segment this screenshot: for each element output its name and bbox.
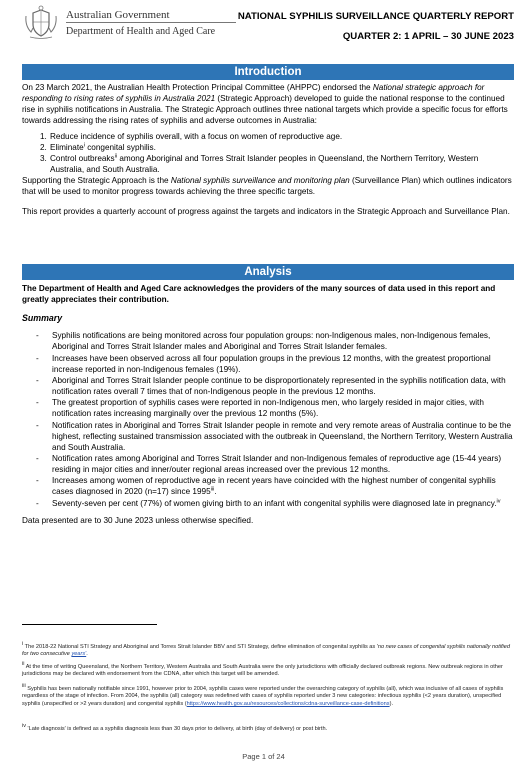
footnote-iii	[22, 683, 517, 708]
summary-bullet	[22, 353, 514, 375]
target-number: 3.	[40, 153, 47, 163]
footnote-i	[22, 641, 517, 659]
intro-paragraph-2	[22, 175, 514, 197]
government-logo	[22, 4, 252, 42]
footnote-tail: ).	[389, 700, 393, 707]
intro-paragraph-3: This report provides a quarterly account of progress against the targets and indicators in the Strategic Approach and Surveillance Plan.	[22, 206, 510, 216]
footnote-mark: ii	[22, 661, 25, 668]
analysis-heading: Analysis	[22, 264, 514, 280]
bullet-text: Aboriginal and Torres Strait Islander people continue to be disproportionately represented in the syphilis notification data, with notification rates overall 7 times that of non-Indigenous people in the previous 12 months.	[52, 375, 506, 397]
intro-paragraph-1	[22, 82, 514, 127]
footnote-ref[interactable]: iv	[496, 497, 501, 504]
bullet-dash: -	[36, 353, 39, 363]
footnote-ref[interactable]: iii	[210, 486, 215, 493]
bullet-dash: -	[36, 420, 39, 430]
target-text-tail: among Aboriginal and Torres Strait Islander peoples in Queensland, the Northern Territory, Western Australia, and South Australia.	[50, 153, 479, 175]
summary-bullet	[22, 420, 514, 453]
targets-list	[22, 131, 514, 176]
logo-divider	[66, 22, 236, 23]
footnote-mark: iii	[22, 683, 26, 690]
bullet-dash: -	[36, 453, 39, 463]
data-note: Data presented are to 30 June 2023 unless otherwise specified.	[22, 515, 254, 525]
footnote-ii	[22, 661, 517, 679]
bullet-text: Notification rates among Aboriginal and Torres Strait Islander and non-Indigenous females of reproductive age (15-44 years) residing in major cities and inner/outer regional areas increased over the previous 12 months.	[52, 453, 502, 475]
footnote-mark: i	[22, 641, 24, 648]
logo-government-name: Australian Government	[66, 9, 170, 21]
bullet-text: Seventy-seven per cent (77%) of women giving birth to an infant with congenital syphilis were diagnosed late in pregnancy.	[52, 498, 497, 508]
bullet-text: Increases among women of reproductive age in recent years have coincided with the highest number of congenital syphilis cases diagnosed in 2020 (n=17) since 1995	[52, 476, 496, 497]
footnote-ref[interactable]: i	[83, 142, 85, 149]
summary-list	[22, 330, 514, 509]
acknowledgement: The Department of Health and Aged Care acknowledges the providers of the many sources of data used in this report and greatly appreciates their contribution.	[22, 284, 496, 305]
summary-bullet	[22, 397, 514, 419]
footnote-text: At the time of writing Queensland, the Northern Territory, Western Australia and South Australia were the only jurisdictions with officially declared outbreak regions. New outbreak regions in other jurisdictions may be declared with endorsement from the CDNA, after which this target will be amended.	[22, 664, 503, 678]
strategic-approach-title: National strategic approach for responding to rising rates of syphilis in Australia 2021	[22, 83, 485, 104]
target-text: Reduce incidence of syphilis overall, with a focus on women of reproductive age.	[50, 131, 343, 141]
footnote-text: Syphilis has been nationally notifiable since 1991, however prior to 2004, syphilis cases were reported under the overarching category of syphilis (all), which was inclusive of all cases of syphilis regardless of the stage of infection. From 2004, the syphilis (all) category was redefined with cases of syphilis reported under 3 new categories: infectious syphilis (<2 years duration), unspecified syphilis (unspecified or >2 years duration) and congenital syphilis (	[22, 686, 504, 707]
bullet-text: The greatest proportion of syphilis cases were reported in non-Indigenous men, who largely resided in major cities, with notification rates increasing marginally over the previous 12 months (5%).	[52, 398, 484, 419]
bullet-dash: -	[36, 398, 39, 408]
footnote-link[interactable]: years'	[71, 651, 87, 658]
intro-p1-text-b: (Strategic Approach) developed to guide the national response to the continued rise in syphilis notifications in Australia. The Strategic Approach outlines three national targets which provide a specific focus for efforts towards addressing the rising rates of syphilis and adverse outcomes in Australia:	[22, 94, 508, 126]
page-number: Page 1 of 24	[242, 752, 285, 761]
summary-bullet	[22, 475, 514, 497]
target-text: Control outbreaks	[50, 153, 115, 163]
summary-heading: Summary	[22, 313, 63, 324]
bullet-tail: .	[214, 487, 217, 497]
bullet-text: Notification rates in Aboriginal and Torres Strait Islander people in remote and very remote areas of Australia continue to be the highest, reflecting sustained transmission associated with the outbreak in Queensland, the Northern Territory, Western Australia and South Australia.	[52, 420, 513, 452]
target-item	[22, 142, 514, 153]
footnote-divider	[22, 624, 157, 625]
footnote-ref[interactable]: ii	[114, 153, 118, 160]
target-number: 2.	[40, 142, 47, 152]
analysis-body	[22, 283, 514, 526]
summary-bullet	[22, 375, 514, 397]
case-definitions-link[interactable]: https://www.health.gov.au/resources/collections/cdna-surveillance-case-definitions	[186, 700, 390, 707]
bullet-text: Syphilis notifications are being monitored across four population groups: non-Indigenous males, non-Indigenous females, Aboriginal and Torres Strait Islander males and Aboriginal and Torres Strait Islander females.	[52, 331, 491, 352]
target-number: 1.	[40, 131, 47, 141]
footnote-mark: iv	[22, 723, 26, 730]
logo-department-name: Department of Health and Aged Care	[66, 26, 216, 37]
introduction-body	[22, 82, 514, 217]
bullet-dash: -	[36, 331, 39, 341]
target-text: Eliminate	[50, 142, 84, 152]
footnote-text: The 2018-22 National STI Strategy and Aboriginal and Torres Strait Islander BBV and STI Strategy, define elimination of congenital syphilis as	[23, 644, 377, 650]
introduction-heading: Introduction	[22, 64, 514, 80]
summary-bullet	[22, 453, 514, 475]
bullet-dash: -	[36, 498, 39, 508]
footnote-tail: .	[86, 651, 88, 658]
footnote-text: 'Late diagnosis' is defined as a syphilis diagnosis less than 30 days prior to delivery, at birth (day of delivery) or post birth.	[25, 726, 328, 732]
footnote-iv	[22, 723, 517, 733]
bullet-text: Increases have been observed across all four population groups in the previous 12 months, with the greatest proportional increase reported in non-Indigenous females (19%).	[52, 353, 491, 374]
summary-bullet	[22, 330, 514, 352]
coat-of-arms-icon	[22, 4, 60, 42]
report-quarter: QUARTER 2: 1 APRIL – 30 JUNE 2023	[342, 31, 514, 42]
intro-p2-text-b: (Surveillance Plan) which outlines indicators that will be used to monitor progress towards achieving the three specific targets.	[22, 176, 512, 197]
target-text-tail: congenital syphilis.	[84, 142, 156, 152]
page-header	[22, 4, 514, 44]
footnote-italic-text: 'no new cases of congenital syphilis nationally notified for two consecutive	[22, 644, 511, 658]
bullet-dash: -	[36, 476, 39, 486]
intro-p1-text-a: On 23 March 2021, the Australian Health Protection Principal Committee (AHPPC) endorsed the	[22, 83, 373, 92]
target-item	[22, 153, 514, 175]
bullet-dash: -	[36, 375, 39, 385]
target-item	[22, 131, 514, 142]
summary-bullet	[22, 498, 514, 509]
surveillance-plan-title: National syphilis surveillance and monitoring plan	[170, 176, 350, 186]
intro-p2-text-a: Supporting the Strategic Approach is the	[22, 176, 171, 186]
report-title: NATIONAL SYPHILIS SURVEILLANCE QUARTERLY REPORT	[237, 11, 514, 22]
